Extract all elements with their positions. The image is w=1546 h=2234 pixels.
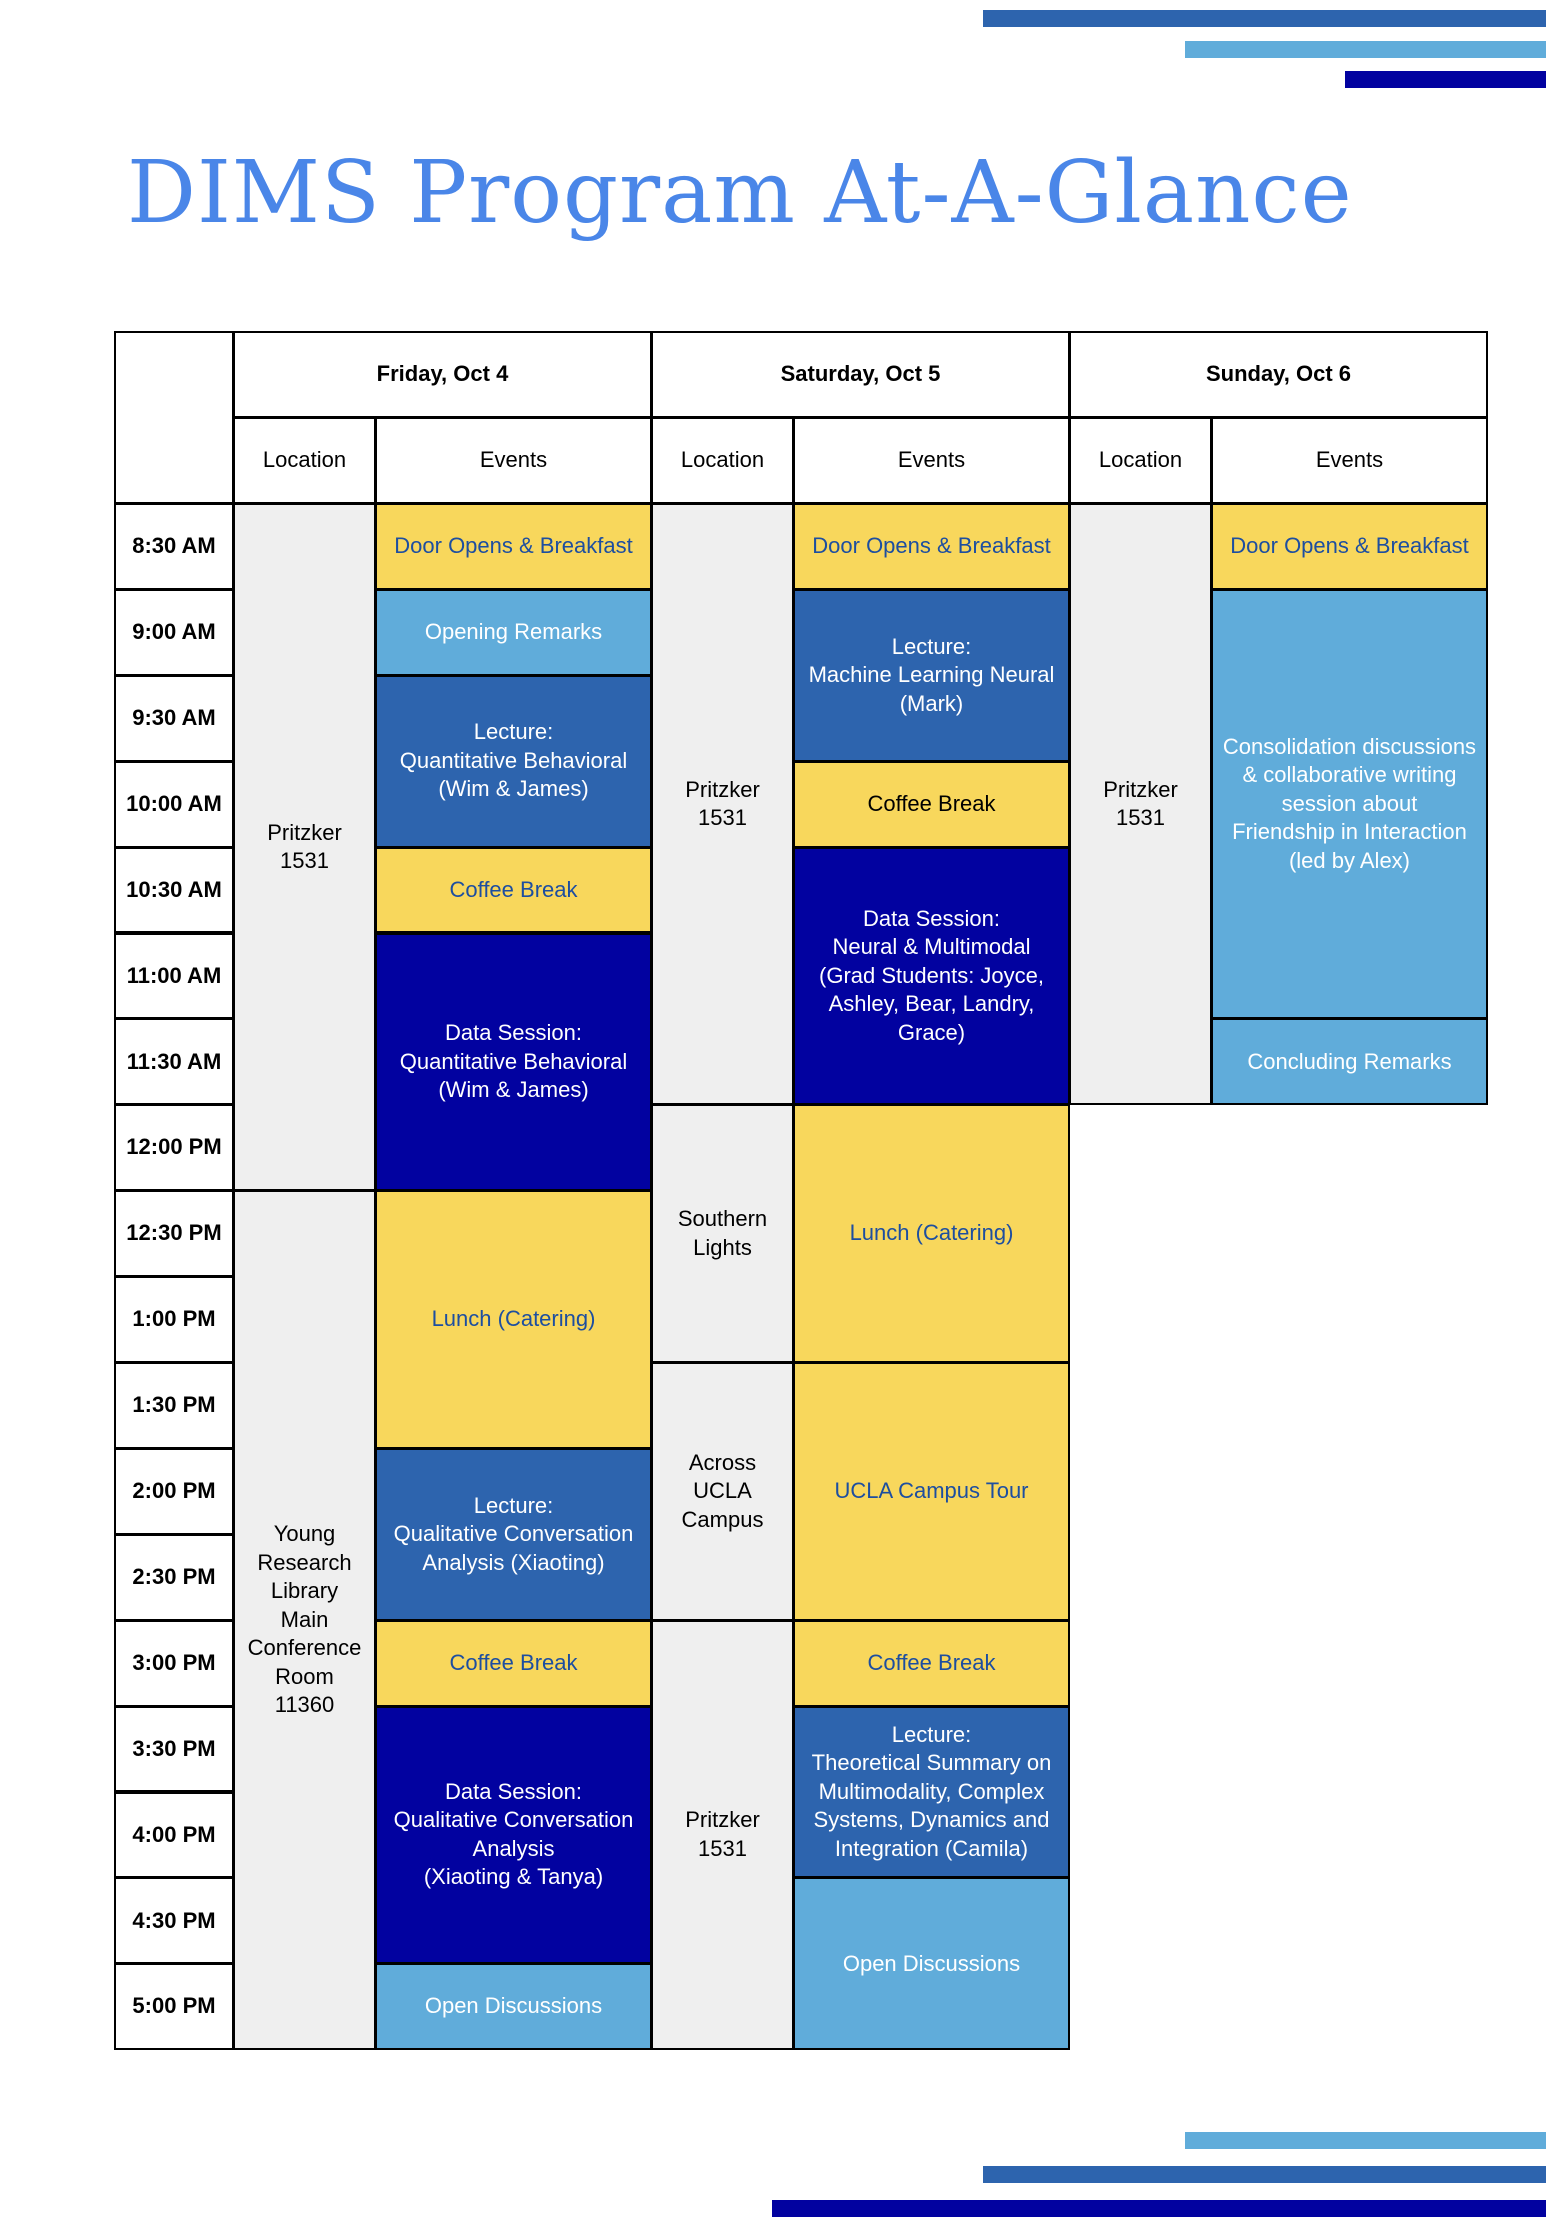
day-header-sunday: Sunday, Oct 6: [1069, 331, 1488, 418]
decor-bar-top-1: [983, 10, 1546, 27]
event-cell: Concluding Remarks: [1211, 1018, 1488, 1105]
event-cell: Coffee Break: [793, 1620, 1070, 1707]
time-label: 9:30 AM: [114, 675, 234, 762]
location-cell: Southern Lights: [651, 1104, 794, 1363]
event-cell: Coffee Break: [793, 761, 1070, 848]
event-cell: Data Session: Neural & Multimodal (Grad Students: Joyce, Ashley, Bear, Landry, Grace): [793, 847, 1070, 1106]
time-label: 1:00 PM: [114, 1276, 234, 1363]
location-cell: Pritzker 1531: [651, 503, 794, 1105]
location-cell: Across UCLA Campus: [651, 1362, 794, 1621]
time-label: 1:30 PM: [114, 1362, 234, 1449]
event-cell: Data Session: Qualitative Conversation Analysis (Xiaoting & Tanya): [375, 1706, 652, 1965]
event-cell: Door Opens & Breakfast: [375, 503, 652, 590]
time-label: 12:30 PM: [114, 1190, 234, 1277]
event-cell: Coffee Break: [375, 1620, 652, 1707]
time-label: 2:30 PM: [114, 1534, 234, 1621]
event-cell: Door Opens & Breakfast: [1211, 503, 1488, 590]
decor-bar-bottom-3: [772, 2200, 1546, 2217]
time-label: 8:30 AM: [114, 503, 234, 590]
time-label: 10:00 AM: [114, 761, 234, 848]
corner-blank: [114, 331, 234, 504]
event-cell: Data Session: Quantitative Behavioral (Wim & James): [375, 933, 652, 1192]
day-header-friday: Friday, Oct 4: [233, 331, 652, 418]
event-cell: Lecture: Quantitative Behavioral (Wim & James): [375, 675, 652, 848]
location-header-friday: Location: [233, 417, 376, 504]
day-header-saturday: Saturday, Oct 5: [651, 331, 1070, 418]
time-label: 12:00 PM: [114, 1104, 234, 1191]
time-label: 10:30 AM: [114, 847, 234, 934]
location-header-saturday: Location: [651, 417, 794, 504]
event-cell: Lunch (Catering): [375, 1190, 652, 1449]
decor-bar-bottom-2: [983, 2166, 1546, 2183]
events-header-sunday: Events: [1211, 417, 1488, 504]
event-cell: Lunch (Catering): [793, 1104, 1070, 1363]
event-cell: Open Discussions: [793, 1877, 1070, 2050]
event-cell: UCLA Campus Tour: [793, 1362, 1070, 1621]
location-cell: Pritzker 1531: [233, 503, 376, 1191]
decor-bar-bottom-1: [1185, 2132, 1546, 2149]
event-cell: Door Opens & Breakfast: [793, 503, 1070, 590]
location-cell: Pritzker 1531: [651, 1620, 794, 2051]
location-header-sunday: Location: [1069, 417, 1212, 504]
decor-bar-top-2: [1185, 41, 1546, 58]
event-cell: Consolidation discussions & collaborative writing session about Friendship in Interaction (led by Alex): [1211, 589, 1488, 1020]
time-label: 11:00 AM: [114, 933, 234, 1020]
event-cell: Coffee Break: [375, 847, 652, 934]
time-label: 5:00 PM: [114, 1963, 234, 2050]
event-cell: Lecture: Qualitative Conversation Analysis (Xiaoting): [375, 1448, 652, 1621]
time-label: 4:30 PM: [114, 1877, 234, 1964]
events-header-saturday: Events: [793, 417, 1070, 504]
events-header-friday: Events: [375, 417, 652, 504]
schedule-table: [115, 332, 1487, 2046]
event-cell: Open Discussions: [375, 1963, 652, 2050]
event-cell: Opening Remarks: [375, 589, 652, 676]
location-cell: Pritzker 1531: [1069, 503, 1212, 1105]
time-label: 9:00 AM: [114, 589, 234, 676]
time-label: 2:00 PM: [114, 1448, 234, 1535]
time-label: 4:00 PM: [114, 1792, 234, 1879]
location-cell: Young Research Library Main Conference Room 11360: [233, 1190, 376, 2050]
time-label: 11:30 AM: [114, 1018, 234, 1105]
time-label: 3:30 PM: [114, 1706, 234, 1793]
event-cell: Lecture: Theoretical Summary on Multimodality, Complex Systems, Dynamics and Integration (Camila): [793, 1706, 1070, 1879]
event-cell: Lecture: Machine Learning Neural (Mark): [793, 589, 1070, 762]
time-label: 3:00 PM: [114, 1620, 234, 1707]
page-title: DIMS Program At-A-Glance: [127, 143, 1353, 243]
decor-bar-top-3: [1345, 71, 1546, 88]
